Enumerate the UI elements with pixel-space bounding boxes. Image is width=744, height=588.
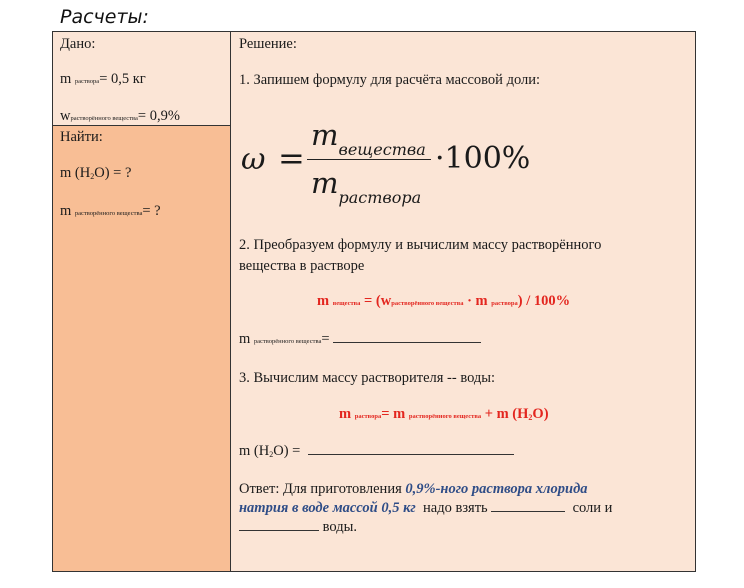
page-heading: Расчеты: bbox=[60, 6, 149, 28]
calculation-table bbox=[52, 31, 696, 572]
formula-denominator: $m_{раствора}$ bbox=[311, 166, 422, 207]
formula-omega: ω bbox=[241, 142, 266, 177]
step-2-line-2: вещества в растворе bbox=[239, 258, 365, 274]
answer-line-2: натрия в воде массой 0,5 кг надо взять соли и bbox=[239, 500, 613, 516]
step-1-text: 1. Запишем формулу для расчёта массовой доли: bbox=[239, 72, 541, 88]
left-column bbox=[53, 32, 231, 571]
solute-mass-blank[interactable] bbox=[333, 342, 481, 343]
water-mass-calculation: m (H2O) = bbox=[239, 444, 514, 459]
formula-numerator: $m_{вещества}$ bbox=[311, 118, 426, 159]
formula-equals: = bbox=[278, 139, 305, 177]
answer-line-1: Ответ: Для приготовления 0,9%-ного раствора хлорида bbox=[239, 481, 588, 497]
mass-fraction-formula bbox=[241, 114, 541, 214]
water-mass-blank[interactable] bbox=[308, 454, 514, 455]
answer-line-3: воды. bbox=[239, 520, 357, 535]
solute-mass-formula: m вещества = (wрастворённого вещества · m раствора) / 100% bbox=[317, 293, 571, 309]
given-mass-solution: m раствора= 0,5 кг bbox=[60, 71, 146, 87]
step-2-line-1: 2. Преобразуем формулу и вычислим массу растворённого bbox=[239, 237, 602, 253]
solution-section bbox=[231, 32, 695, 571]
formula-fraction-bar bbox=[307, 159, 431, 160]
step-3-text: 3. Вычислим массу растворителя -- воды: bbox=[239, 370, 496, 386]
water-amount-blank[interactable] bbox=[239, 530, 319, 531]
water-mass-formula: m раствора= m растворённого вещества + m (H2O) bbox=[339, 406, 549, 422]
given-title: Дано: bbox=[60, 36, 96, 52]
find-title: Найти: bbox=[60, 129, 103, 145]
find-water-mass: m (H2O) = ? bbox=[60, 165, 132, 181]
given-section bbox=[53, 32, 230, 126]
given-mass-fraction: wрастворённого вещества= 0,9% bbox=[60, 108, 180, 124]
salt-amount-blank[interactable] bbox=[491, 511, 565, 512]
formula-percent: ·100% bbox=[435, 141, 531, 176]
solute-mass-calculation: m растворённого вещества= bbox=[239, 332, 481, 347]
find-solute-mass: m растворённого вещества= ? bbox=[60, 203, 161, 219]
solution-title: Решение: bbox=[239, 36, 297, 52]
find-section bbox=[53, 126, 230, 571]
